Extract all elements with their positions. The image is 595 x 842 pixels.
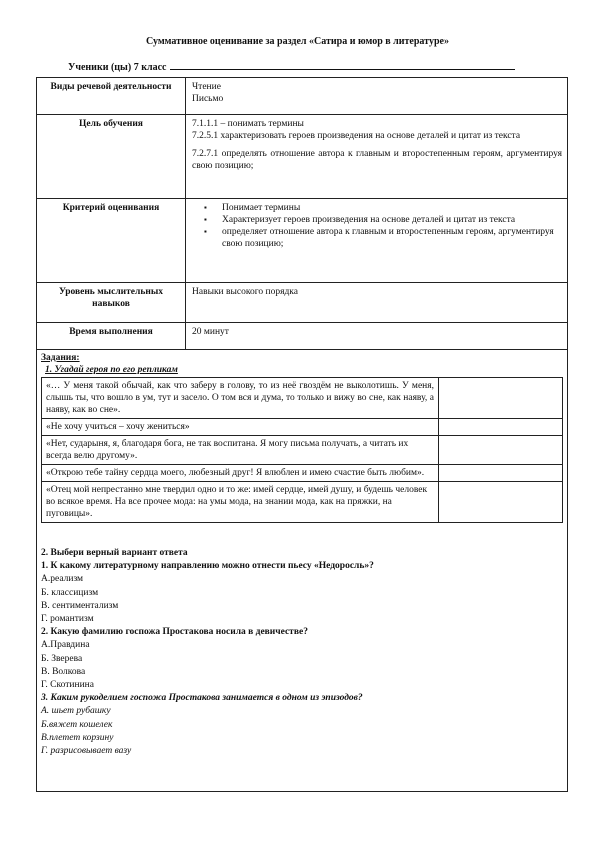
student-label: Ученики (цы) 7 класс xyxy=(68,62,167,73)
q3-option-d: Г. разрисовывает вазу xyxy=(41,746,132,757)
quote-row xyxy=(42,378,563,419)
q1-option-b: Б. классицизм xyxy=(41,587,99,598)
quote-1: «… У меня такой обычай, как что заберу в голову, то из неё гвоздём не выколотишь. У меня, слышь ты, что вошло в ум, тут и засело. О том вся и дума, то только и вижу во сне, как наяву, а наяву, как во сне». xyxy=(42,378,439,419)
answer-cell-2[interactable] xyxy=(439,419,563,436)
name-blank-line xyxy=(170,60,515,70)
question-3: 3. Каким рукоделием госпожа Простакова занимается в одном из эпизодов? xyxy=(41,693,363,704)
task1-title: 1. Угадай героя по его репликам xyxy=(45,365,178,375)
tasks-cell xyxy=(37,350,568,792)
goal-2: 7.2.5.1 характеризовать героев произведения на основе деталей и цитат из текста xyxy=(192,131,521,141)
goal-label: Цель обучения xyxy=(37,115,186,199)
criterion-2: ▪ Характеризует героев произведения на основе деталей и цитат из текста xyxy=(192,214,562,226)
question-2: 2. Какую фамилию госпожа Простакова носила в девичестве? xyxy=(41,627,308,638)
answer-cell-5[interactable] xyxy=(439,482,563,523)
row-tasks xyxy=(37,350,568,792)
row-criteria xyxy=(37,199,568,283)
task2-section xyxy=(41,547,563,758)
goal-1: 7.1.1.1 – понимать термины xyxy=(192,119,304,129)
task2-title: 2. Выбери верный вариант ответа xyxy=(41,548,188,558)
assessment-table xyxy=(36,77,568,792)
question-1: 1. К какому литературному направлению можно отнести пьесу «Недоросль»? xyxy=(41,561,374,572)
goal-values xyxy=(186,115,568,199)
goal-3: 7.2.7.1 определять отношение автора к главным и второстепенным героям, аргументируя свою позицию; xyxy=(192,149,562,171)
q2-option-b: Б. Зверева xyxy=(41,653,83,664)
quote-row xyxy=(42,482,563,523)
q2-option-c: В. Волкова xyxy=(41,666,86,677)
row-goal xyxy=(37,115,568,199)
activities-values xyxy=(186,78,568,115)
quote-5: «Отец мой непрестанно мне твердил одно и то же: имей сердце, имей душу, и будешь человек во всякое время. На все прочее мода: на умы мода, на знании мода, как на пряжки, на пуговицы». xyxy=(42,482,439,523)
quote-row xyxy=(42,465,563,482)
document-title: Суммативное оценивание за раздел «Сатира и юмор в литературе» xyxy=(146,36,449,47)
q1-option-d: Г. романтизм xyxy=(41,614,94,625)
quote-2: «Не хочу учиться – хочу жениться» xyxy=(42,419,439,436)
criterion-1: ▪ Понимает термины xyxy=(192,202,562,214)
q3-option-a: А. шьет рубашку xyxy=(41,706,111,717)
tasks-heading: Задания: xyxy=(41,353,80,363)
quotes-table xyxy=(41,377,563,523)
q2-option-d: Г. Скотинина xyxy=(41,680,94,691)
q3-option-b: Б.вяжет кошелек xyxy=(41,719,113,730)
q2-option-a: А.Правдина xyxy=(41,640,90,651)
level-label: Уровень мыслительных навыков xyxy=(37,283,186,323)
quote-4: «Открою тебе тайну сердца моего, любезный друг! Я влюблен и имею счастие быть любим». xyxy=(42,465,439,482)
row-level xyxy=(37,283,568,323)
time-value: 20 минут xyxy=(186,323,568,350)
quote-row xyxy=(42,436,563,465)
time-label: Время выполнения xyxy=(37,323,186,350)
row-activities xyxy=(37,78,568,115)
level-value: Навыки высокого порядка xyxy=(186,283,568,323)
activity-reading: Чтение xyxy=(192,82,221,92)
activity-writing: Письмо xyxy=(192,94,224,104)
answer-cell-1[interactable] xyxy=(439,378,563,419)
quote-row xyxy=(42,419,563,436)
criteria-values xyxy=(186,199,568,283)
q1-option-a: А.реализм xyxy=(41,574,84,585)
student-line xyxy=(68,60,515,73)
answer-cell-3[interactable] xyxy=(439,436,563,465)
criterion-3: ▪ определяет отношение автора к главным и второстепенным героям, аргументируя свою позицию; xyxy=(192,226,562,250)
row-time xyxy=(37,323,568,350)
quote-3: «Нет, сударыня, я, благодаря бога, не так воспитана. Я могу письма получать, а читать их всегда велю другому». xyxy=(42,436,439,465)
criteria-label: Критерий оценивания xyxy=(37,199,186,283)
answer-cell-4[interactable] xyxy=(439,465,563,482)
q3-option-c: В.плетет корзину xyxy=(41,732,114,743)
q1-option-c: В. сентиментализм xyxy=(41,600,119,611)
activities-label: Виды речевой деятельности xyxy=(37,78,186,115)
